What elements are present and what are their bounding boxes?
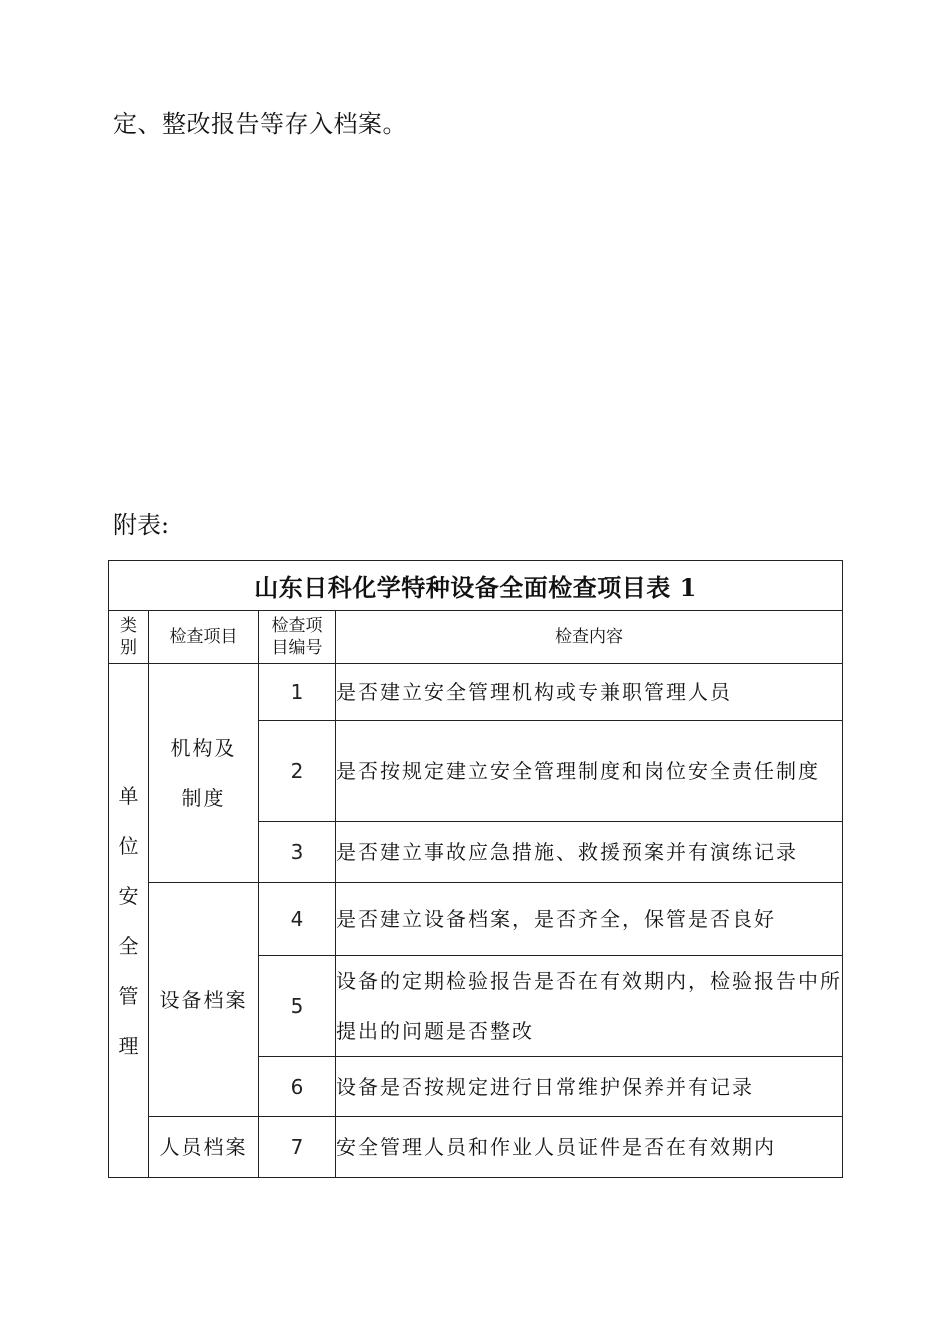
row-content: 是否按规定建立安全管理制度和岗位安全责任制度 (336, 721, 843, 822)
header-number: 检查项目编号 (259, 611, 336, 664)
row-content: 是否建立安全管理机构或专兼职管理人员 (336, 664, 843, 721)
row-number: 3 (259, 822, 336, 883)
table-title: 山东日科化学特种设备全面检查项目表 1 (109, 561, 843, 611)
inspection-table (108, 560, 843, 1178)
row-number: 6 (259, 1057, 336, 1117)
row-content: 是否建立事故应急措施、救援预案并有演练记录 (336, 822, 843, 883)
row-number: 5 (259, 956, 336, 1057)
row-content: 是否建立设备档案，是否齐全，保管是否良好 (336, 883, 843, 956)
item-cell: 机构及制度 (149, 664, 259, 883)
row-content: 安全管理人员和作业人员证件是否在有效期内 (336, 1117, 843, 1178)
header-category: 类别 (109, 611, 149, 664)
header-item: 检查项目 (149, 611, 259, 664)
item-cell: 设备档案 (149, 883, 259, 1117)
row-number: 4 (259, 883, 336, 956)
row-content: 设备的定期检验报告是否在有效期内，检验报告中所提出的问题是否整改 (336, 956, 843, 1057)
row-number: 1 (259, 664, 336, 721)
row-number: 7 (259, 1117, 336, 1178)
header-content: 检查内容 (336, 611, 843, 664)
row-content: 设备是否按规定进行日常维护保养并有记录 (336, 1057, 843, 1117)
item-cell: 人员档案 (149, 1117, 259, 1178)
row-number: 2 (259, 721, 336, 822)
category-cell: 单位安全管理 (109, 664, 149, 1178)
paragraph-tail: 定、整改报告等存入档案。 (113, 110, 407, 138)
appendix-label: 附表: (113, 511, 170, 539)
